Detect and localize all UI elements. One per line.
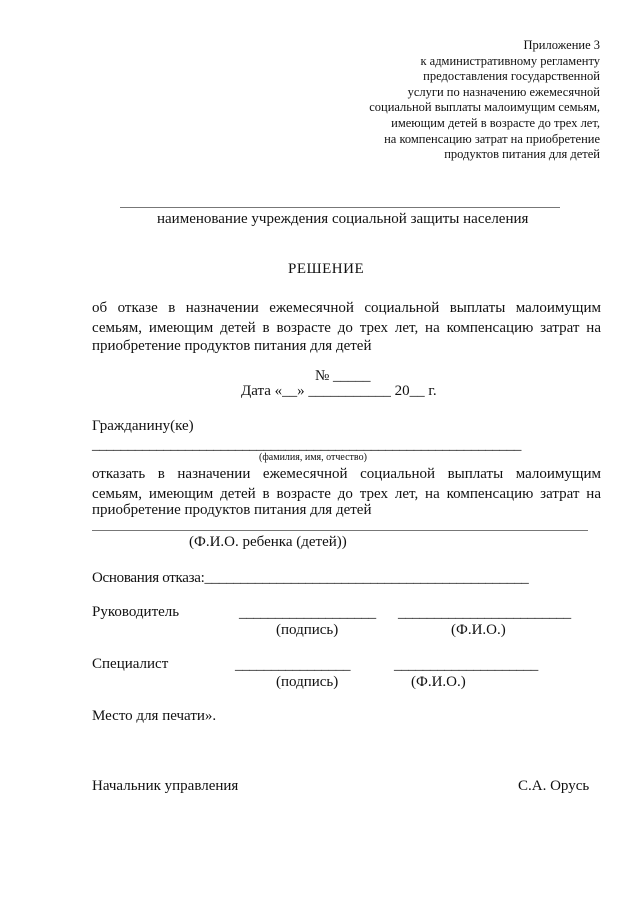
stamp-place: Место для печати». bbox=[92, 708, 217, 724]
head-fio-line: ________________________ bbox=[398, 605, 571, 621]
appendix-line: предоставления государственной bbox=[423, 69, 600, 84]
appendix-header bbox=[300, 38, 600, 163]
subject-line: семьям, имеющим детей в возрасте до трех лет, на компенсацию затрат на bbox=[92, 320, 601, 336]
refuse-line: семьям, имеющим детей в возрасте до трех лет, на компенсацию затрат на bbox=[92, 486, 601, 502]
head-sign-caption: (подпись) bbox=[276, 622, 339, 638]
number-field: № _____ bbox=[315, 368, 371, 384]
appendix-line: услуги по назначению ежемесячной bbox=[407, 84, 600, 99]
date-field: Дата «__» ___________ 20__ г. bbox=[241, 383, 437, 399]
child-underline bbox=[92, 530, 588, 531]
head-label: Руководитель bbox=[92, 604, 180, 620]
appendix-line: социальной выплаты малоимущим семьям, bbox=[369, 100, 600, 115]
appendix-line: продуктов питания для детей bbox=[444, 147, 600, 162]
appendix-line: на компенсацию затрат на приобретение bbox=[384, 131, 600, 146]
citizen-label: Гражданину(ке) bbox=[92, 418, 194, 434]
fio-caption: (фамилия, имя, отчество) bbox=[259, 452, 367, 463]
grounds-field: Основания отказа:_____________________________________________ bbox=[92, 570, 529, 586]
child-caption: (Ф.И.О. ребенка (детей)) bbox=[189, 534, 347, 550]
subject-line: об отказе в назначении ежемесячной социальной выплаты малоимущим bbox=[92, 300, 601, 316]
specialist-fio-line: ____________________ bbox=[394, 657, 539, 673]
institution-underline bbox=[120, 207, 560, 208]
appendix-line: к административному регламенту bbox=[420, 53, 600, 68]
citizen-underline: ____________________________________________________________ bbox=[92, 437, 522, 453]
subject-line: приобретение продуктов питания для детей bbox=[92, 338, 372, 354]
appendix-line: имеющим детей в возрасте до трех лет, bbox=[391, 115, 600, 130]
refuse-line: отказать в назначении ежемесячной социальной выплаты малоимущим bbox=[92, 466, 601, 482]
specialist-label: Специалист bbox=[92, 656, 169, 672]
head-sign-line: ___________________ bbox=[239, 605, 376, 621]
institution-caption: наименование учреждения социальной защиты населения bbox=[157, 211, 529, 227]
specialist-sign-caption: (подпись) bbox=[276, 674, 339, 690]
footer-name: С.А. Орусь bbox=[518, 778, 590, 794]
specialist-sign-line: ________________ bbox=[235, 657, 351, 673]
refuse-line: приобретение продуктов питания для детей bbox=[92, 502, 372, 518]
appendix-line: Приложение 3 bbox=[523, 38, 600, 52]
specialist-fio-caption: (Ф.И.О.) bbox=[411, 674, 466, 690]
document-title: РЕШЕНИЕ bbox=[288, 261, 365, 277]
footer-position: Начальник управления bbox=[92, 778, 239, 794]
head-fio-caption: (Ф.И.О.) bbox=[451, 622, 506, 638]
